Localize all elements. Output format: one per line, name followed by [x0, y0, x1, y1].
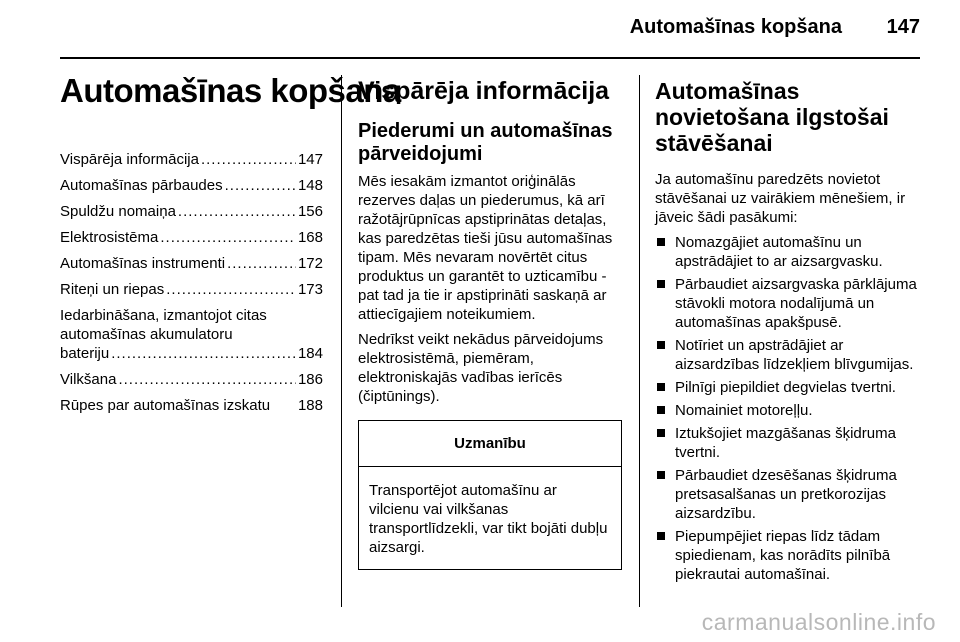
toc-entry-text: Vispārēja informācija: [60, 151, 199, 168]
toc-entry-page: 173: [297, 281, 323, 298]
list-item-text: Notīriet un apstrādājiet ar aizsardzības līdzekļiem blīvgumijas.: [675, 337, 914, 373]
section-title: Automašīnas novietošana ilgstošai stāvēšanai: [655, 78, 889, 156]
toc-entry[interactable]: [60, 396, 323, 415]
square-bullet-icon: [657, 471, 665, 479]
square-bullet-icon: [657, 341, 665, 349]
toc-entry-page: 147: [297, 151, 323, 168]
header-rule: [60, 57, 920, 59]
toc-entry-text: Vilkšana: [60, 371, 117, 388]
list-item-text: Nomazgājiet automašīnu un apstrādājiet to ar aizsargvasku.: [675, 234, 883, 270]
toc-leader: [227, 254, 296, 273]
toc-entry-text: Automašīnas instrumenti: [60, 255, 226, 272]
list-item: [655, 275, 923, 332]
list-item-text: Pilnīgi piepildiet degvielas tvertni.: [675, 379, 896, 396]
body-paragraph: Mēs iesakām izmantot oriģinālās rezerves daļas un piederumus, kā arī ražotājrūpnīcas apstiprinātas detaļas, kas paredzētas tieši jūsu automašīnas tipam. Mēs nevaram novērtēt citus produktus un garantēt to uzticamību - pat tad ja tie ir apstiprināti saskaņā ar attiecīgajiem noteikumiem.: [358, 173, 613, 323]
toc-leader: [166, 280, 296, 299]
toc-entry-text: Rūpes par automašīnas izskatu: [60, 397, 271, 414]
chapter-column: [60, 72, 401, 422]
list-item-text: Pārbaudiet dzesēšanas šķidruma pretsasalšanas un pretkorozijas aizsardzību.: [675, 467, 897, 522]
list-item-text: Nomainiet motoreļļu.: [675, 402, 813, 419]
watermark: carmanualsonline.info: [701, 609, 936, 635]
toc-leader: [178, 202, 296, 221]
list-item-text: Piepumpējiet riepas līdz tādam spiedienam, kas norādīts pilnībā piekrautai automašīnai.: [675, 528, 891, 583]
column-divider: [341, 75, 342, 607]
chapter-toc: [60, 150, 323, 415]
toc-entry-page: 168: [297, 229, 323, 246]
page-number: 147: [886, 16, 920, 38]
square-bullet-icon: [657, 406, 665, 414]
toc-entry-text: Elektrosistēma: [60, 229, 159, 246]
warning-box: [358, 420, 622, 570]
column-divider: [639, 75, 640, 607]
toc-leader: [118, 370, 296, 389]
toc-entry-line: Iedarbināšana, izmantojot citas: [60, 307, 267, 324]
toc-entry[interactable]: [60, 370, 323, 389]
toc-entry[interactable]: [60, 306, 323, 363]
toc-entry-text: bateriju: [60, 345, 110, 362]
toc-entry[interactable]: [60, 150, 323, 169]
toc-entry-text: Riteņi un riepas: [60, 281, 165, 298]
list-item: [655, 466, 923, 523]
list-item: [655, 424, 923, 462]
toc-entry-text: Automašīnas pārbaudes: [60, 177, 223, 194]
toc-entry[interactable]: [60, 228, 323, 247]
toc-leader: [225, 176, 296, 195]
toc-entry-page: 172: [297, 255, 323, 272]
storage-column: [655, 72, 923, 588]
toc-entry-text: Spuldžu nomaiņa: [60, 203, 176, 220]
toc-entry[interactable]: [60, 254, 323, 273]
list-item: [655, 233, 923, 271]
list-item: [655, 527, 923, 584]
toc-entry-page: 184: [297, 345, 323, 362]
warning-text: Transportējot automašīnu ar vilcienu vai vilkšanas transportlīdzekli, var tikt bojāti dubļu aizsargi.: [369, 482, 608, 556]
list-item: [655, 401, 923, 420]
square-bullet-icon: [657, 280, 665, 288]
storage-checklist: [655, 233, 923, 584]
toc-entry[interactable]: [60, 176, 323, 195]
square-bullet-icon: [657, 383, 665, 391]
toc-entry-page: 188: [297, 397, 323, 414]
chapter-title: Automašīnas kopšana: [60, 72, 401, 109]
toc-entry-line: automašīnas akumulatoru: [60, 326, 233, 343]
list-item-text: Pārbaudiet aizsargvaska pārklājuma stāvokli motora nodalījumā un automašīnas apakšpusē.: [675, 276, 917, 331]
subsection-title: Piederumi un automašīnas pārveidojumi: [358, 120, 613, 165]
list-item: [655, 336, 923, 374]
warning-title: Uzmanību: [359, 421, 621, 467]
square-bullet-icon: [657, 532, 665, 540]
toc-entry-page: 186: [297, 371, 323, 388]
toc-entry-page: 148: [297, 177, 323, 194]
running-header-title: Automašīnas kopšana: [629, 16, 842, 38]
intro-paragraph: Ja automašīnu paredzēts novietot stāvēšanai uz vairākiem mēnešiem, ir jāveic šādi pasākumi:: [655, 171, 906, 226]
list-item: [655, 378, 923, 397]
toc-entry[interactable]: [60, 202, 323, 221]
square-bullet-icon: [657, 429, 665, 437]
toc-leader: [111, 344, 296, 363]
toc-leader: [160, 228, 296, 247]
section-title: Vispārēja informācija: [358, 77, 610, 105]
toc-entry-page: 156: [297, 203, 323, 220]
list-item-text: Iztukšojiet mazgāšanas šķidruma tvertni.: [675, 425, 896, 461]
square-bullet-icon: [657, 238, 665, 246]
toc-entry[interactable]: [60, 280, 323, 299]
toc-leader: [201, 150, 296, 169]
body-paragraph: Nedrīkst veikt nekādus pārveidojums elektrosistēmā, piemēram, elektroniskajās vadības ierīcēs (čiptūnings).: [358, 331, 604, 405]
general-info-column: [358, 72, 622, 570]
